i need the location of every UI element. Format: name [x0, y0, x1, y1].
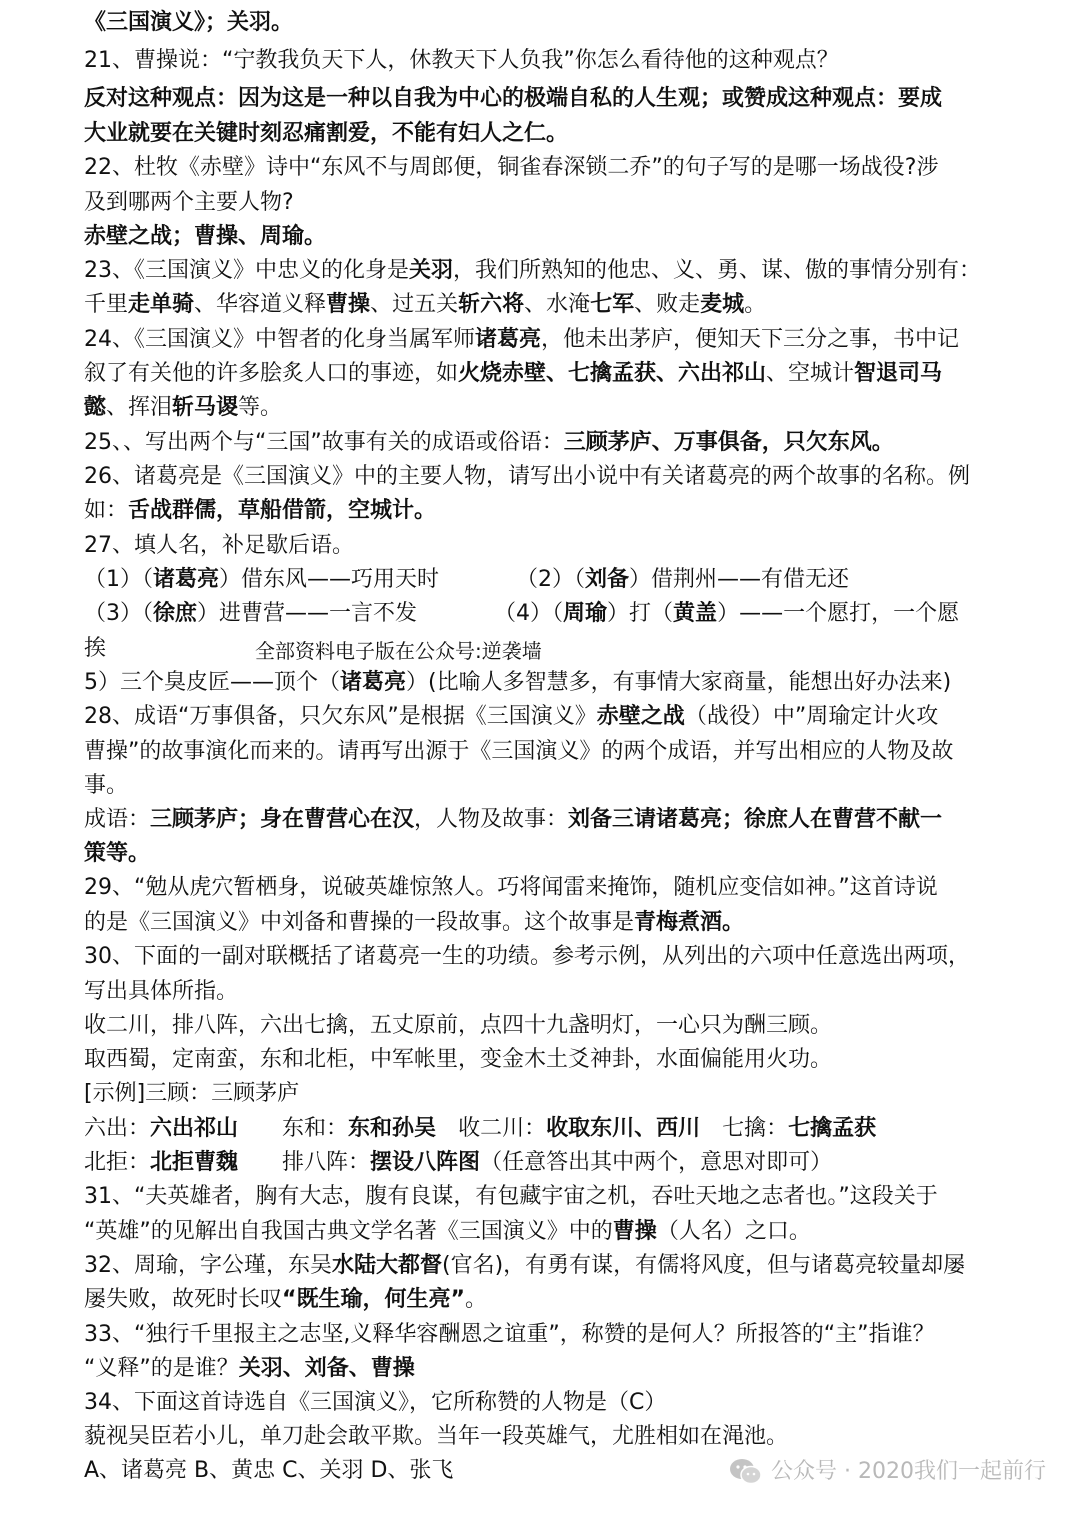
- text-line: [84, 1077, 996, 1111]
- question-text: 的是《三国演义》中刘备和曹操的一段故事。这个故事是: [84, 910, 635, 935]
- question-text: A、诸葛亮 B、黄忠 C、关羽 D、张飞: [84, 1458, 454, 1483]
- answer-text: 徐庶: [153, 601, 198, 626]
- text-line: [84, 357, 996, 391]
- question-text: 、华容道义释: [194, 292, 327, 317]
- question-text: 23、《三国演义》中忠义的化身是: [84, 258, 409, 283]
- text-line: [84, 254, 996, 288]
- question-text: ，他未出茅庐，便知天下三分之事，书中记: [541, 327, 960, 352]
- question-text: 挨: [84, 636, 107, 661]
- question-text: 成语：: [84, 807, 151, 832]
- answer-text: 斩马谡: [172, 395, 239, 420]
- question-text: ）进曹营——一言不发 （4）（: [197, 601, 564, 626]
- question-text: ）——一个愿打，一个愿: [717, 601, 960, 626]
- question-text: 33、“独行千里报主之志坚,义释华容酬恩之谊重”，称赞的是何人？所报答的“主”指谁？: [84, 1322, 935, 1347]
- question-text: 、水淹: [524, 292, 591, 317]
- text-line: [84, 940, 996, 974]
- answer-text: 斩六将: [458, 292, 525, 317]
- text-line: [84, 1249, 996, 1283]
- text-line: [84, 288, 996, 322]
- text-line: [84, 44, 996, 78]
- question-text: ，我们所熟知的他忠、义、勇、谋、傲的事情分别有：: [453, 258, 982, 283]
- text-line: [84, 494, 996, 528]
- answer-text: 关羽: [409, 258, 454, 283]
- question-text: 等。: [238, 395, 283, 420]
- text-line: [84, 837, 996, 871]
- question-text: 叙了有关他的许多脍炙人口的事迹，如: [84, 361, 459, 386]
- question-text: 写出具体所指。: [84, 979, 239, 1004]
- answer-text: 黄盖: [673, 601, 718, 626]
- question-text: 28、成语“万事俱备，只欠东风”是根据《三国演义》: [84, 704, 597, 729]
- answer-text: 七擒孟获: [788, 1116, 877, 1141]
- question-text: 。: [744, 292, 767, 317]
- answer-text: 三顾茅庐、万事俱备，只欠东风。: [563, 430, 894, 455]
- text-line: [84, 529, 996, 563]
- answer-text: 赤壁之战: [596, 704, 685, 729]
- answer-text: 北拒曹魏: [150, 1150, 239, 1175]
- answer-text: 收取东川、西川: [546, 1116, 701, 1141]
- answer-text: 刘备三请诸葛亮；徐庶人在曹营不献一: [568, 807, 943, 832]
- answer-text: 赤壁之战；曹操、周瑜。: [84, 224, 327, 249]
- watermark-text: 公众号 · 2020我们一起前行: [771, 1459, 1046, 1484]
- question-text: 取西蜀，定南蛮，东和北柜，中军帐里，变金木土爻神卦，水面偏能用火功。: [84, 1047, 833, 1072]
- question-text: 如：: [84, 498, 129, 523]
- watermark: [729, 1454, 1046, 1490]
- text-line: [84, 666, 996, 700]
- question-text: 29、“勉从虎穴暂栖身，说破英雄惊煞人。巧将闻雷来掩饰，随机应变信如神。”这首诗说: [84, 875, 938, 900]
- text-line: [84, 1146, 996, 1180]
- answer-text: 青梅煮酒。: [634, 910, 745, 935]
- answer-text: 诸葛亮: [340, 670, 407, 695]
- answer-text: 周瑜: [563, 601, 608, 626]
- answer-text: 走单骑: [128, 292, 195, 317]
- answer-text: 《三国演义》；关羽。: [84, 10, 294, 35]
- text-line: [84, 735, 996, 769]
- text-line: [84, 391, 996, 425]
- text-line: [84, 597, 996, 631]
- question-text: 北拒：: [84, 1150, 151, 1175]
- question-text: 。: [464, 1287, 487, 1312]
- question-text: （3）（: [84, 601, 153, 626]
- text-line: [84, 906, 996, 940]
- question-text: 收二川：: [436, 1116, 547, 1141]
- answer-text: 大业就要在关键时刻忍痛割爱，不能有妇人之仁。: [84, 121, 569, 146]
- question-text: 32、周瑜，字公瑾，东吴: [84, 1253, 332, 1278]
- answer-text: 水陆大都督: [332, 1253, 443, 1278]
- answer-text: 曹操: [612, 1219, 657, 1244]
- text-line: [84, 6, 996, 40]
- answer-text: 六出祁山: [150, 1116, 239, 1141]
- question-text: “义释”的是谁？: [84, 1356, 239, 1381]
- question-text: “英雄”的见解出自我国古典文学名著《三国演义》中的: [84, 1219, 613, 1244]
- answer-text: 摆设八阵图: [370, 1150, 481, 1175]
- text-line: [84, 1420, 996, 1454]
- answer-text: 关羽、刘备、曹操: [238, 1356, 415, 1381]
- text-line: [84, 1352, 996, 1386]
- text-line: [84, 1215, 996, 1249]
- text-line: [84, 1283, 996, 1317]
- question-text: 收二川，排八阵，六出七擒，五丈原前，点四十九盏明灯，一心只为酬三顾。: [84, 1013, 833, 1038]
- answer-text: “既生瑜，何生亮”: [282, 1287, 465, 1312]
- text-line: [84, 1318, 996, 1352]
- answer-text: 东和孙吴: [348, 1116, 437, 1141]
- answer-text: 诸葛亮: [153, 567, 220, 592]
- question-text: ，人物及故事：: [414, 807, 569, 832]
- text-line: [84, 1386, 996, 1420]
- question-text: 七擒：: [700, 1116, 789, 1141]
- text-line: [84, 323, 996, 357]
- question-text: （任意答出其中两个，意思对即可）: [480, 1150, 833, 1175]
- question-text: 21、曹操说：“宁教我负天下人，休教天下人负我”你怎么看待他的这种观点？: [84, 48, 839, 73]
- text-line: [84, 871, 996, 905]
- question-text: （人名）之口。: [656, 1219, 811, 1244]
- answer-text: 七军: [590, 292, 635, 317]
- question-text: 24、《三国演义》中智者的化身当属军师: [84, 327, 475, 352]
- question-text: ）借东风——巧用天时 （2）（: [219, 567, 586, 592]
- question-text: 25、、写出两个与“三国”故事有关的成语或俗语：: [84, 430, 564, 455]
- text-line: [84, 803, 996, 837]
- text-line: [84, 460, 996, 494]
- question-text: ）(比喻人多智慧多，有事情大家商量，能想出好办法来): [406, 670, 952, 695]
- answer-text: 懿: [84, 395, 107, 420]
- question-text: 东和：: [238, 1116, 349, 1141]
- question-text: 、过五关: [370, 292, 459, 317]
- text-line: [84, 117, 996, 151]
- question-text: [示例]三顾：三顾茅庐: [84, 1081, 300, 1106]
- answer-text: 诸葛亮: [475, 327, 542, 352]
- question-text: ）借荆州——有借无还: [629, 567, 850, 592]
- question-text: 、挥泪: [106, 395, 173, 420]
- question-text: 及到哪两个主要人物?: [84, 190, 294, 215]
- question-text: 事。: [84, 773, 129, 798]
- question-text: 31、“夫英雄者，胸有大志，腹有良谋，有包藏宇宙之机，吞吐天地之志者也。”这段关于: [84, 1184, 938, 1209]
- answer-text: 刘备: [585, 567, 630, 592]
- question-text: 曹操”的故事演化而来的。请再写出源于《三国演义》的两个成语，并写出相应的人物及故: [84, 739, 954, 764]
- text-line: [84, 151, 996, 185]
- text-line: [84, 700, 996, 734]
- text-line: [84, 1180, 996, 1214]
- question-text: 22、杜牧《赤壁》诗中“东风不与周郎便，铜雀春深锁二乔”的句子写的是哪一场战役?涉: [84, 155, 939, 180]
- answer-text: 反对这种观点：因为这是一种以自我为中心的极端自私的人生观；或赞成这种观点：要成: [84, 86, 943, 111]
- answer-text: 三顾茅庐；身在曹营心在汉: [150, 807, 415, 832]
- text-line: [84, 563, 996, 597]
- question-text: 、败走: [634, 292, 701, 317]
- question-text: 六出：: [84, 1116, 151, 1141]
- text-line: [84, 1112, 996, 1146]
- answer-text: 智退司马: [854, 361, 943, 386]
- text-line: [84, 1009, 996, 1043]
- wechat-icon: [729, 1457, 763, 1487]
- question-text: 26、诸葛亮是《三国演义》中的主要人物，请写出小说中有关诸葛亮的两个故事的名称。例: [84, 464, 970, 489]
- text-line: [84, 186, 996, 220]
- answer-text: 舌战群儒，草船借箭，空城计。: [128, 498, 437, 523]
- question-text: 藐视吴臣若小儿，单刀赴会敢平欺。当年一段英雄气，尤胜相如在渑池。: [84, 1424, 789, 1449]
- question-text: 千里: [84, 292, 129, 317]
- answer-text: 麦城: [700, 292, 745, 317]
- text-line: [84, 769, 996, 803]
- resource-note: 全部资料电子版在公众号:逆袭墙: [255, 639, 542, 663]
- question-text: 34、下面这首诗选自《三国演义》，它所称赞的人物是（C）: [84, 1390, 667, 1415]
- answer-text: 曹操: [326, 292, 371, 317]
- text-line: [84, 82, 996, 116]
- text-line: [84, 1043, 996, 1077]
- text-line: [84, 220, 996, 254]
- question-text: 5）三个臭皮匠——顶个（: [84, 670, 340, 695]
- question-text: 30、下面的一副对联概括了诸葛亮一生的功绩。参考示例，从列出的六项中任意选出两项，: [84, 944, 970, 969]
- question-text: (官名)，有勇有谋，有儒将风度，但与诸葛亮较量却屡: [442, 1253, 966, 1278]
- question-text: （战役）中”周瑜定计火攻: [684, 704, 939, 729]
- text-line: [84, 426, 996, 460]
- answer-text: 策等。: [84, 841, 151, 866]
- question-text: 、空城计: [766, 361, 855, 386]
- question-text: ）打（: [607, 601, 674, 626]
- text-line: [84, 975, 996, 1009]
- question-text: 27、填人名，补足歇后语。: [84, 533, 354, 558]
- question-text: 排八阵：: [238, 1150, 371, 1175]
- question-text: （1）（: [84, 567, 153, 592]
- answer-text: 火烧赤壁、七擒孟获、六出祁山: [458, 361, 767, 386]
- question-text: 屡失败，故死时长叹: [84, 1287, 283, 1312]
